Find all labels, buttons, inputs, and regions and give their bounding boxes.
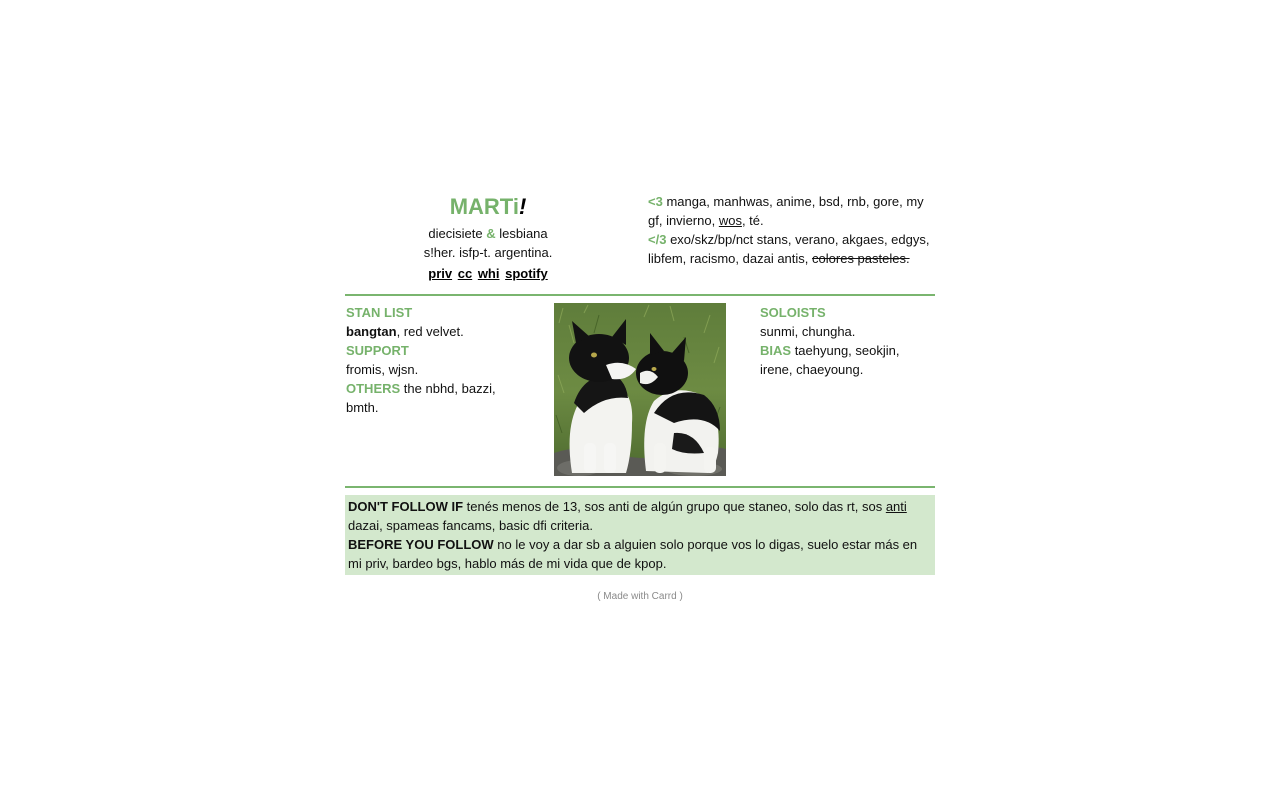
link-wos[interactable]: wos (718, 213, 742, 228)
profile-name-bang: ! (518, 194, 527, 219)
link-cc[interactable]: cc (457, 266, 473, 281)
likes-hate (648, 230, 938, 268)
profile-name (345, 190, 631, 224)
stan-list-block (346, 303, 516, 417)
profile-line-age (345, 224, 631, 243)
top-section (345, 190, 935, 294)
profile-links (345, 265, 631, 282)
stan-main: bangtan (346, 324, 397, 339)
love-text-end: , té. (741, 213, 764, 228)
profile-block (345, 190, 631, 282)
page (345, 190, 935, 602)
dont-follow-text: tenés menos de 13, sos anti de algún grupo que staneo, solo das rt, sos (466, 499, 883, 514)
follow-rules-box (345, 495, 935, 575)
support-text: fromis, wjsn. (346, 362, 419, 377)
before-follow-text: no le voy a dar sb a alguien solo porque vos lo digas, suelo estar más en mi priv, bardeo bgs, hablo más de mi vida que de kpop. (348, 537, 918, 571)
bias-heading: BIAS (760, 343, 792, 358)
divider-bottom (345, 486, 935, 488)
others-line (346, 379, 516, 417)
profile-line-info: s!her. isfp-t. argentina. (423, 245, 553, 260)
dont-follow-text-end: dazai, spameas fancams, basic dfi criteria. (348, 518, 593, 533)
soloists-text: sunmi, chungha. (760, 324, 856, 339)
hate-strike: colores pasteles. (812, 251, 910, 266)
likes-love (648, 192, 938, 230)
likes-block (648, 192, 938, 268)
before-follow-line (348, 535, 932, 573)
made-with-carrd[interactable]: ( Made with Carrd ) (597, 591, 683, 602)
others-heading: OTHERS (346, 381, 401, 396)
stan-rest: , red velvet. (396, 324, 464, 339)
stan-groups (346, 322, 516, 341)
before-follow-heading: BEFORE YOU FOLLOW (348, 537, 494, 552)
soloists-block (760, 303, 935, 379)
support-heading: SUPPORT (346, 343, 409, 358)
middle-section (345, 296, 935, 486)
cats-photo (554, 303, 726, 476)
hate-text: exo/skz/bp/nct stans, verano, akgaes, edgys, libfem, racismo, dazai antis, (648, 232, 930, 266)
love-text: manga, manhwas, anime, bsd, rnb, gore, my gf, invierno, (648, 194, 924, 228)
profile-age: diecisiete (428, 226, 483, 241)
hate-tag: </3 (648, 232, 667, 247)
dont-follow-line (348, 497, 932, 535)
soloists-heading: SOLOISTS (760, 305, 826, 320)
stan-heading: STAN LIST (346, 305, 413, 320)
profile-orientation: lesbiana (499, 226, 548, 241)
link-spotify[interactable]: spotify (505, 266, 548, 281)
dont-follow-heading: DON'T FOLLOW IF (348, 499, 464, 514)
love-tag: <3 (648, 194, 663, 209)
cats-image (554, 303, 726, 476)
link-priv[interactable]: priv (428, 266, 453, 281)
link-anti[interactable]: anti (885, 499, 907, 514)
ampersand: & (486, 226, 496, 241)
bias-line (760, 341, 935, 379)
bias-text: taehyung, seokjin, irene, chaeyoung. (760, 343, 900, 377)
profile-name-text: MARTi (449, 194, 519, 219)
link-whi[interactable]: whi (477, 266, 500, 281)
others-text: the nbhd, bazzi, bmth. (346, 381, 496, 415)
